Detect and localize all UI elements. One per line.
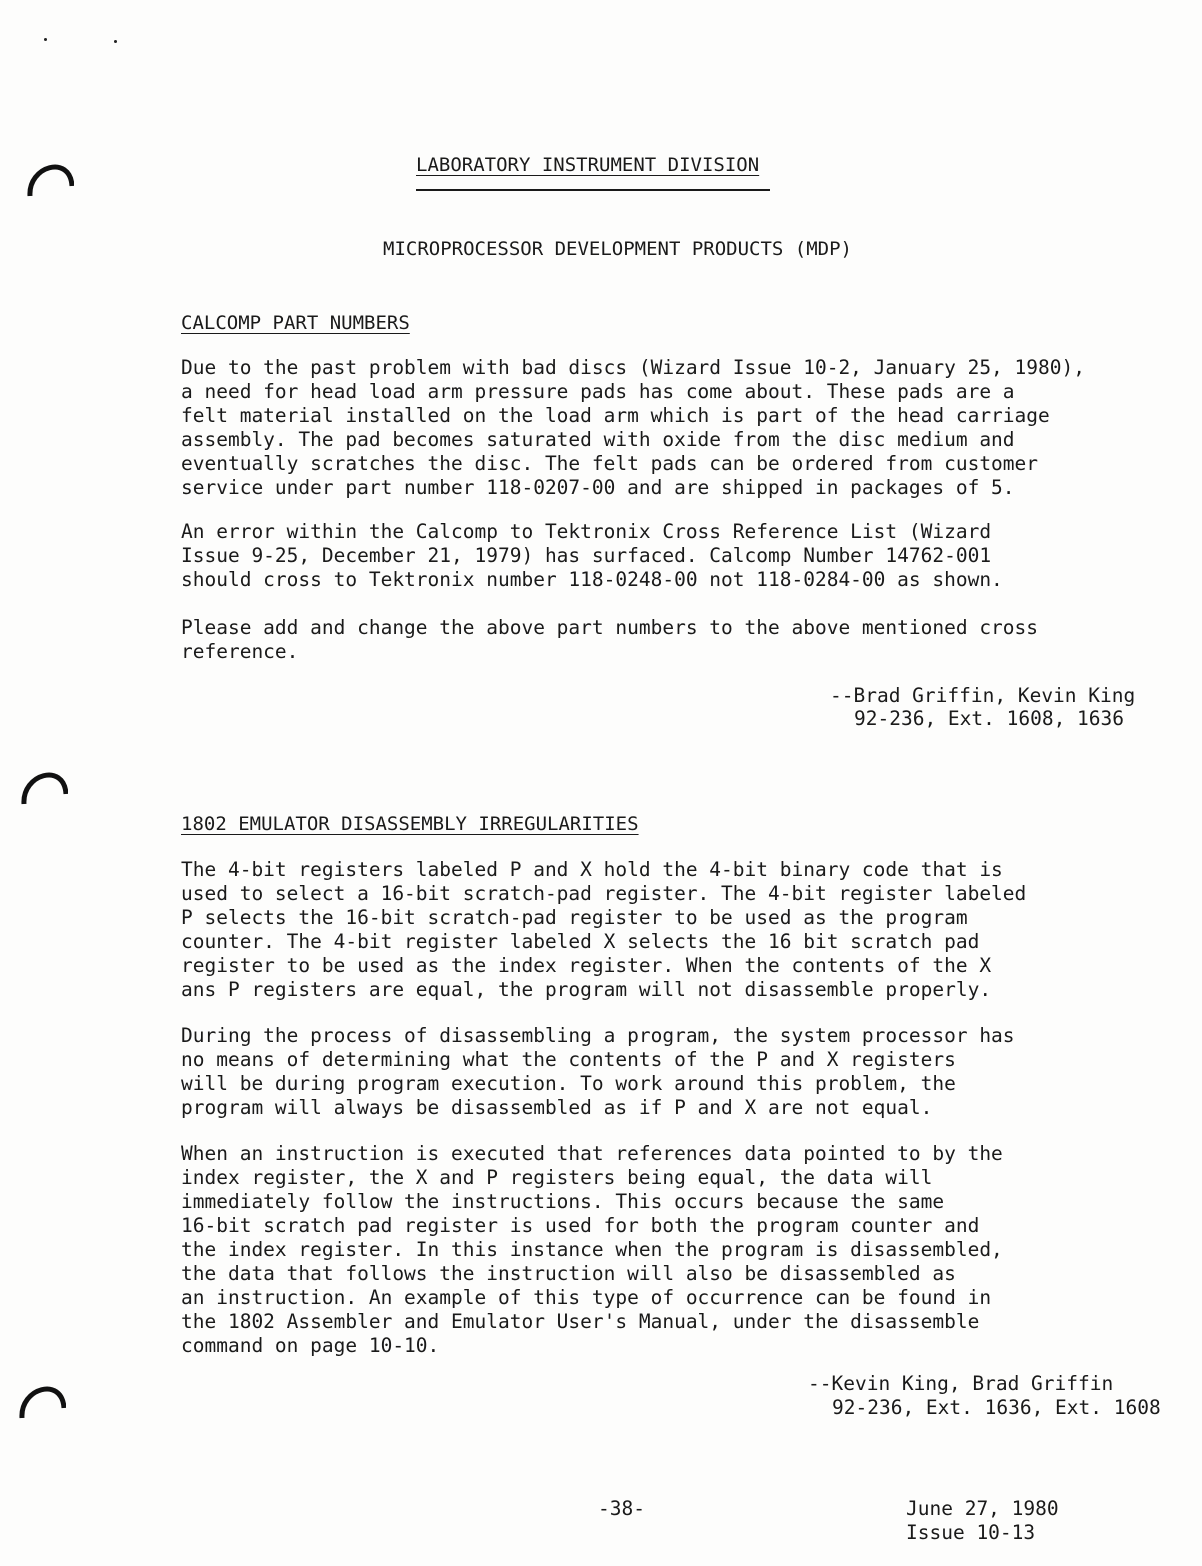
subtitle: MICROPROCESSOR DEVELOPMENT PRODUCTS (MDP) bbox=[383, 238, 852, 260]
punch-hole-icon bbox=[26, 152, 74, 200]
issue-date: June 27, 1980 bbox=[906, 1497, 1059, 1520]
page-number: -38- bbox=[598, 1497, 645, 1520]
article-paragraph: Due to the past problem with bad discs (Wizard Issue 10-2, January 25, 1980), a need for head load arm pressure pads has come about. These pads are a felt material installed on the load arm which is part of the head carriage assembly. The pad becomes saturated with oxide from the disc medium and eventually scratches the disc. The felt pads can be ordered from customer service under part number 118-0207-00 and are shipped in packages of 5. bbox=[181, 356, 1085, 499]
article-paragraph: Please add and change the above part numbers to the above mentioned cross reference. bbox=[181, 616, 1039, 663]
article-paragraph: During the process of disassembling a program, the system processor has no means of determining what the contents of the P and X registers will be during program execution. To work around this problem, the program will always be disassembled as if P and X are not equal. bbox=[181, 1024, 1015, 1119]
division-title: LABORATORY INSTRUMENT DIVISION bbox=[416, 154, 760, 176]
issue-number: Issue 10-13 bbox=[906, 1521, 1036, 1544]
article-heading: 1802 EMULATOR DISASSEMBLY IRREGULARITIES bbox=[181, 813, 639, 835]
signature-authors: --Brad Griffin, Kevin King bbox=[830, 684, 1136, 707]
article-paragraph: An error within the Calcomp to Tektronix Cross Reference List (Wizard Issue 9-25, December 21, 1979) has surfaced. Calcomp Number 14762-001 should cross to Tektronix number 118-0248-00 not 118-0284-00 as shown. bbox=[181, 520, 1003, 591]
punch-hole-icon bbox=[20, 760, 68, 808]
signature-contact: 92-236, Ext. 1636, Ext. 1608 bbox=[832, 1396, 1161, 1419]
division-title-rule bbox=[416, 189, 770, 191]
scan-speck bbox=[114, 40, 117, 43]
article-paragraph: When an instruction is executed that references data pointed to by the index register, the X and P registers being equal, the data will immediately follow the instructions. This occurs because the same 16-bit scratch pad register is used for both the program counter and the index register. In this instance when the program is disassembled, the data that follows the instruction will also be disassembled as an instruction. An example of this type of occurrence can be found in the 1802 Assembler and Emulator User's Manual, under the disassemble command on page 10-10. bbox=[181, 1142, 1003, 1357]
article-heading: CALCOMP PART NUMBERS bbox=[181, 312, 410, 334]
scan-speck bbox=[44, 38, 47, 41]
article-paragraph: The 4-bit registers labeled P and X hold the 4-bit binary code that is used to select a 16-bit scratch-pad register. The 4-bit register labeled P selects the 16-bit scratch-pad register to be used as the program counter. The 4-bit register labeled X selects the 16 bit scratch pad register to be used as the index register. When the contents of the X ans P registers are equal, the program will not disassemble properly. bbox=[181, 858, 1027, 1001]
punch-hole-icon bbox=[18, 1374, 66, 1422]
signature-authors: --Kevin King, Brad Griffin bbox=[808, 1372, 1114, 1395]
signature-contact: 92-236, Ext. 1608, 1636 bbox=[854, 707, 1125, 730]
